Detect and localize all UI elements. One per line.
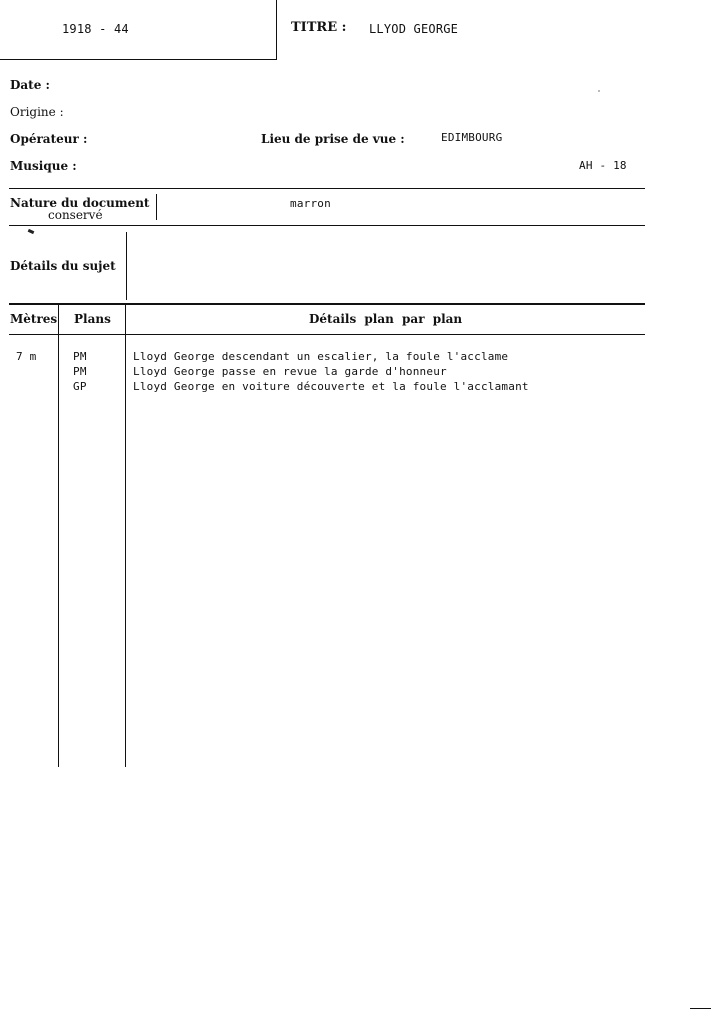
nature-label-line2: conservé — [48, 208, 103, 222]
musique-label: Musique : — [10, 159, 77, 173]
header-details: Détails plan par plan — [309, 312, 463, 326]
details-sujet-label: Détails du sujet — [10, 259, 116, 273]
table-header-border — [9, 334, 645, 335]
row-3-plan: GP — [73, 380, 87, 393]
operateur-label: Opérateur : — [10, 132, 88, 146]
row-3-detail: Lloyd George en voiture découverte et la foule l'acclamant — [133, 380, 529, 393]
column-divider-plans — [125, 305, 126, 767]
date-label: Date : — [10, 78, 50, 92]
archive-code: AH - 18 — [579, 159, 627, 172]
header-metres: Mètres — [10, 312, 58, 326]
nature-separator — [156, 194, 157, 220]
origine-label: Origine : — [10, 105, 64, 119]
divider-line — [9, 225, 645, 226]
title-label: TITRE : — [291, 20, 347, 35]
nature-label-line1: Nature du document — [10, 196, 150, 210]
stray-mark — [28, 229, 35, 234]
header-plans: Plans — [74, 312, 111, 326]
table-top-border — [9, 303, 645, 305]
column-divider-metres — [58, 305, 59, 767]
scan-edge-mark — [690, 1008, 711, 1009]
divider-line — [9, 188, 645, 189]
lieu-value: EDIMBOURG — [441, 131, 503, 144]
row-1-detail: Lloyd George descendant un escalier, la foule l'acclame — [133, 350, 509, 363]
reference-number: 1918 - 44 — [62, 22, 129, 36]
row-1-plan: PM — [73, 350, 87, 363]
details-sujet-separator — [126, 232, 127, 300]
scan-speck — [598, 90, 600, 92]
row-2-detail: Lloyd George passe en revue la garde d'honneur — [133, 365, 447, 378]
nature-value: marron — [290, 197, 331, 210]
lieu-label: Lieu de prise de vue : — [261, 132, 405, 146]
header-box — [0, 0, 277, 60]
row-1-metres: 7 m — [16, 350, 37, 363]
row-2-plan: PM — [73, 365, 87, 378]
title-value: LLYOD GEORGE — [369, 22, 459, 36]
